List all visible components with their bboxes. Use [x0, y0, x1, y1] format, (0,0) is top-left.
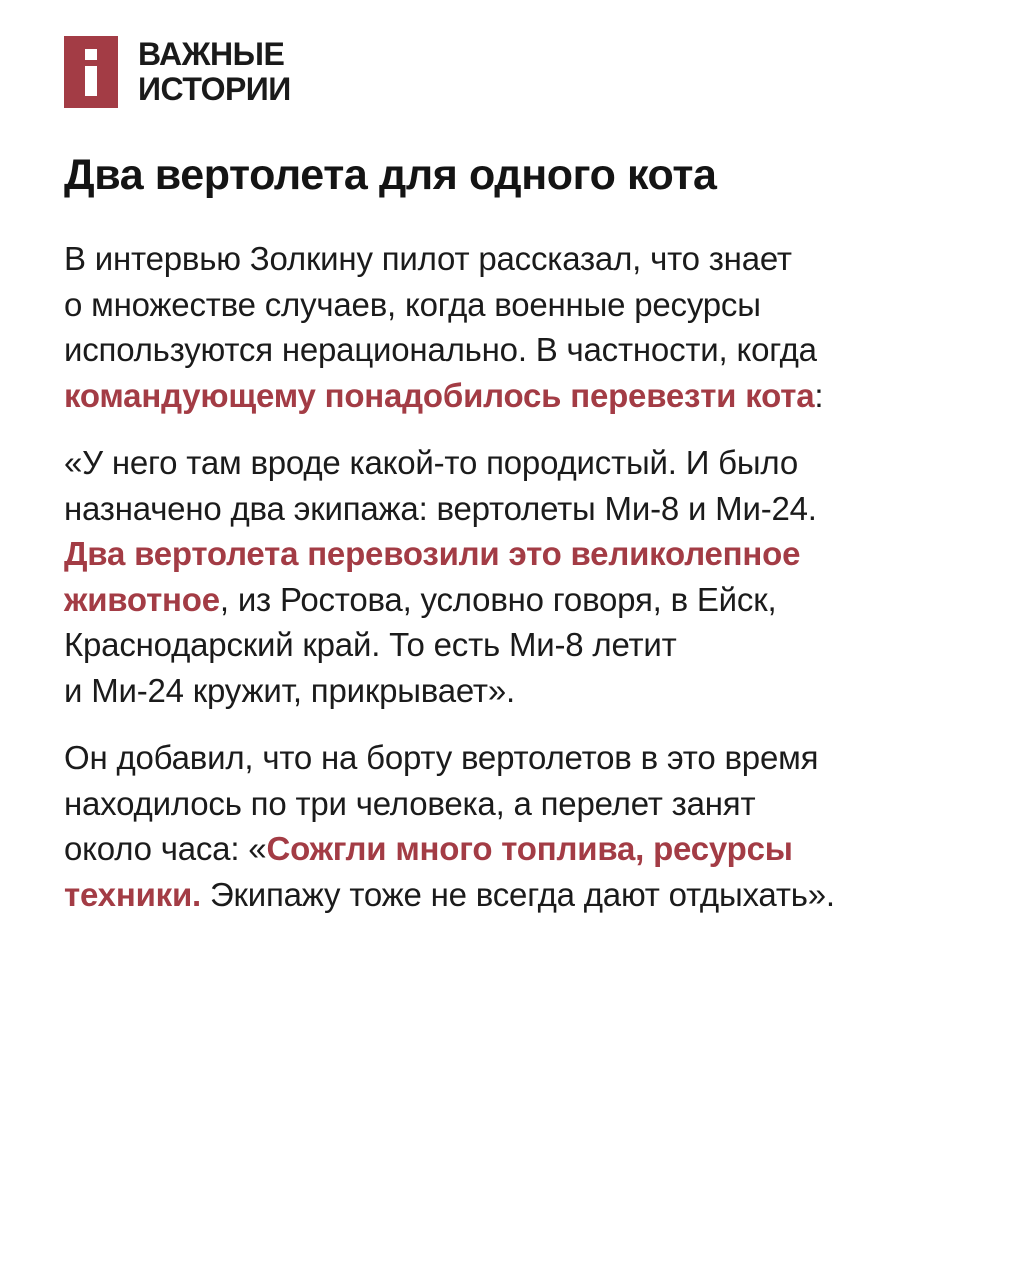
paragraph-3-line-2: находилось по три человека, а перелет занят: [64, 784, 756, 822]
paragraph-1-line-3: используются нерационально. В частности, когда: [64, 331, 817, 368]
paragraph-2-line-5: Краснодарский край. То есть Ми-8 летит: [64, 626, 677, 663]
brand-name: [138, 37, 291, 107]
highlight-text: командующему понадобилось перевезти кота: [64, 376, 815, 414]
paragraph-1-line-2: о множестве случаев, когда военные ресурсы: [64, 285, 761, 323]
highlight-text: Два вертолета перевозили это великолепное: [64, 535, 801, 572]
paragraph-2: [64, 440, 964, 713]
paragraph-3-line-3-start: около часа: «: [64, 830, 267, 867]
paragraph-2-line-1: «У него там вроде какой-то породистый. И было: [64, 444, 798, 481]
brand-name-line2: ИСТОРИИ: [138, 71, 291, 107]
paragraph-1-line-1: В интервью Золкину пилот рассказал, что знает: [64, 240, 792, 277]
paragraph-2-line-6: и Ми-24 кружит, прикрывает».: [64, 671, 515, 709]
highlight-text: Сожгли много топлива, ресурсы: [266, 830, 793, 867]
article-body: [64, 236, 964, 939]
paragraph-2-line-4-rest: , из Ростова, условно говоря, в Ейск,: [219, 580, 777, 618]
paragraph-3-line-4-rest: Экипажу тоже не всегда дают отдыхать».: [201, 875, 835, 913]
info-icon: [64, 36, 118, 108]
article-headline: Два вертолета для одного кота: [64, 151, 717, 199]
paragraph-2-line-4: [64, 577, 964, 623]
highlight-text: животное: [64, 580, 220, 618]
paragraph-1-line-4: [64, 373, 964, 419]
brand-logo[interactable]: [64, 36, 291, 108]
paragraph-3-line-4: [64, 872, 964, 918]
paragraph-1: [64, 236, 964, 418]
brand-name-line1: ВАЖНЫЕ: [138, 36, 285, 72]
paragraph-3-line-3: [64, 826, 964, 872]
paragraph-3: [64, 735, 964, 917]
highlight-text: техники.: [64, 875, 202, 913]
paragraph-1-end: :: [814, 376, 824, 414]
paragraph-3-line-1: Он добавил, что на борту вертолетов в это время: [64, 739, 819, 776]
logo-stem: [85, 66, 97, 96]
logo-dot: [85, 49, 97, 60]
paragraph-2-line-2: назначено два экипажа: вертолеты Ми-8 и Ми-24.: [64, 489, 817, 527]
